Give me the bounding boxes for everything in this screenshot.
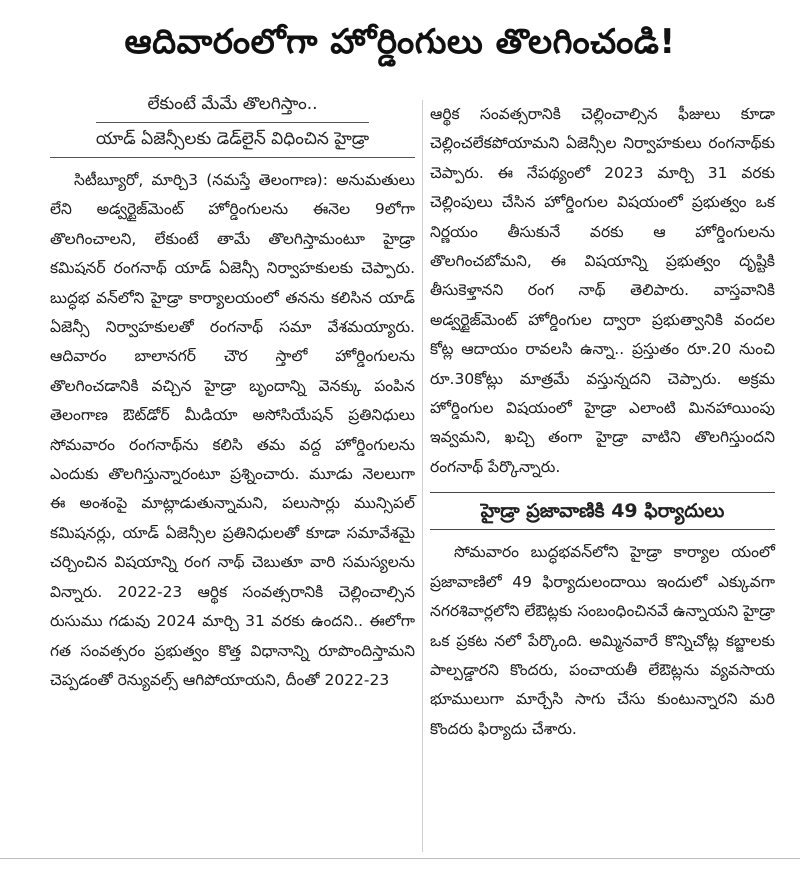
left-column xyxy=(50,92,415,695)
kicker-2-text: యాడ్ ఏజెన్సీలకు డెడ్‌లైన్ విధించిన హైడ్రా xyxy=(96,122,369,151)
right-body-2: సోమవారం బుద్ధభవన్‌లోని హైడ్రా కార్యాల యంలో ప్రజావాణిలో 49 ఫిర్యాదులందాయి ఇందులో ఎక్కువగా నగరశివార్లలోని లేఔట్లకు సంబంధించినవే ఉన్నాయని హైడ్రా ఒక ప్రకట నలో పేర్కొంది. అమ్మినవారే కొన్నిచోట్ల కబ్జాలకు పాల్పడ్డారని కొందరు, పంచాయతీ లేఔట్లను వ్యవసాయ భూములుగా మార్చేసి సాగు చేసు కుంటున్నారని మరి కొందరు ఫిర్యాదు చేశారు. xyxy=(430,543,775,738)
bottom-rule xyxy=(0,858,800,859)
kicker-1: లేకుంటే మేమే తొలగిస్తాం.. xyxy=(147,94,318,114)
left-body: సిటీబ్యూరో, మార్చి3 (నమస్తే తెలంగాణ): అనుమతులు లేని అడ్వర్టైజ్‌మెంట్ హోర్డింగులను ఈనెల 9లోగా తొలగించాలని, లేకుంటే తామే తొలగిస్తామంటూ హైడ్రా కమిషనర్ రంగనాథ్ యాడ్ ఏజెన్సీ నిర్వాహకులకు చెప్పారు. బుద్ధభ వన్‌లోని హైడ్రా కార్యాలయంలో తనను కలిసిన యాడ్ ఏజెన్సీ నిర్వాహకులతో రంగనాథ్ సమా వేశమయ్యారు. ఆదివారం బాలానగర్ చౌర స్తాలో హోర్డింగులను తొలగించడానికి వచ్చిన హైడ్రా బృందాన్ని వెనక్కు పంపిన తెలంగాణ ఔట్‌డోర్ మీడియా అసోసియేషన్ ప్రతినిధులు సోమవారం రంగనాథ్‌ను కలిసి తమ వద్ద హోర్డింగులను ఎందుకు తొలగిస్తున్నారంటూ ప్రశ్నించారు. మూడు నెలలుగా ఈ అంశంపై మాట్లాడుతున్నామని, పలుసార్లు మున్సిపల్ కమిషనర్లు, యాడ్ ఏజెన్సీల ప్రతినిధులతో కూడా సమావేశమై చర్చించిన విషయాన్ని రంగ నాథ్ చెబుతూ వారి సమస్యలను విన్నారు. 2022-23 ఆర్థిక సంవత్సరానికి చెల్లించాల్సిన రుసుము గడువు 2024 మార్చి 31 వరకు ఉందని.. ఈలోగా గత సంవత్సరం ప్రభుత్వం కొత్త విధానాన్ని రూపొందిస్తామని చెప్పడంతో రెన్యువల్స్ ఆగిపోయాయని, దీంతో 2022-23 xyxy=(50,171,415,689)
subhead: హైడ్రా ప్రజావాణికి 49 ఫిర్యాదులు xyxy=(430,492,775,530)
right-body: ఆర్థిక సంవత్సరానికి చెల్లించాల్సిన ఫీజులు కూడా చెల్లించలేకపోయామని ఏజెన్సీల నిర్వాహకులు రంగనాథ్‌కు చెప్పారు. ఈ నేపథ్యంలో 2023 మార్చి 31 వరకు చెల్లింపులు చేసిన హోర్డింగుల విషయంలో ప్రభుత్వం ఒక నిర్ణయం తీసుకునే వరకు ఆ హోర్డింగులను తొలగించబోమని, ఈ విషయాన్ని ప్రభుత్వం దృష్టికి తీసుకెళ్తానని రంగ నాథ్ తెలిపారు. వాస్తవానికి అడ్వర్టైజ్‌మెంట్ హోర్డింగుల ద్వారా ప్రభుత్వానికి వందల కోట్ల ఆదాయం రావలసి ఉన్నా.. ప్రస్తుతం రూ.20 నుంచి రూ.30కోట్లు మాత్రమే వస్తున్నదని చెప్పారు. అక్రమ హోర్డింగుల విషయంలో హైడ్రా ఎలాంటి మినహాయింపు ఇవ్వమని, ఖచ్చి తంగా హైడ్రా వాటిని తొలగిస్తుందని రంగనాథ్ పేర్కొన్నారు. xyxy=(430,105,775,476)
kicker-2 xyxy=(50,122,415,158)
right-column xyxy=(430,100,775,744)
headline: ఆదివారంలోగా హోర్డింగులు తొలగించండి! xyxy=(124,22,676,62)
column-divider xyxy=(422,100,423,852)
